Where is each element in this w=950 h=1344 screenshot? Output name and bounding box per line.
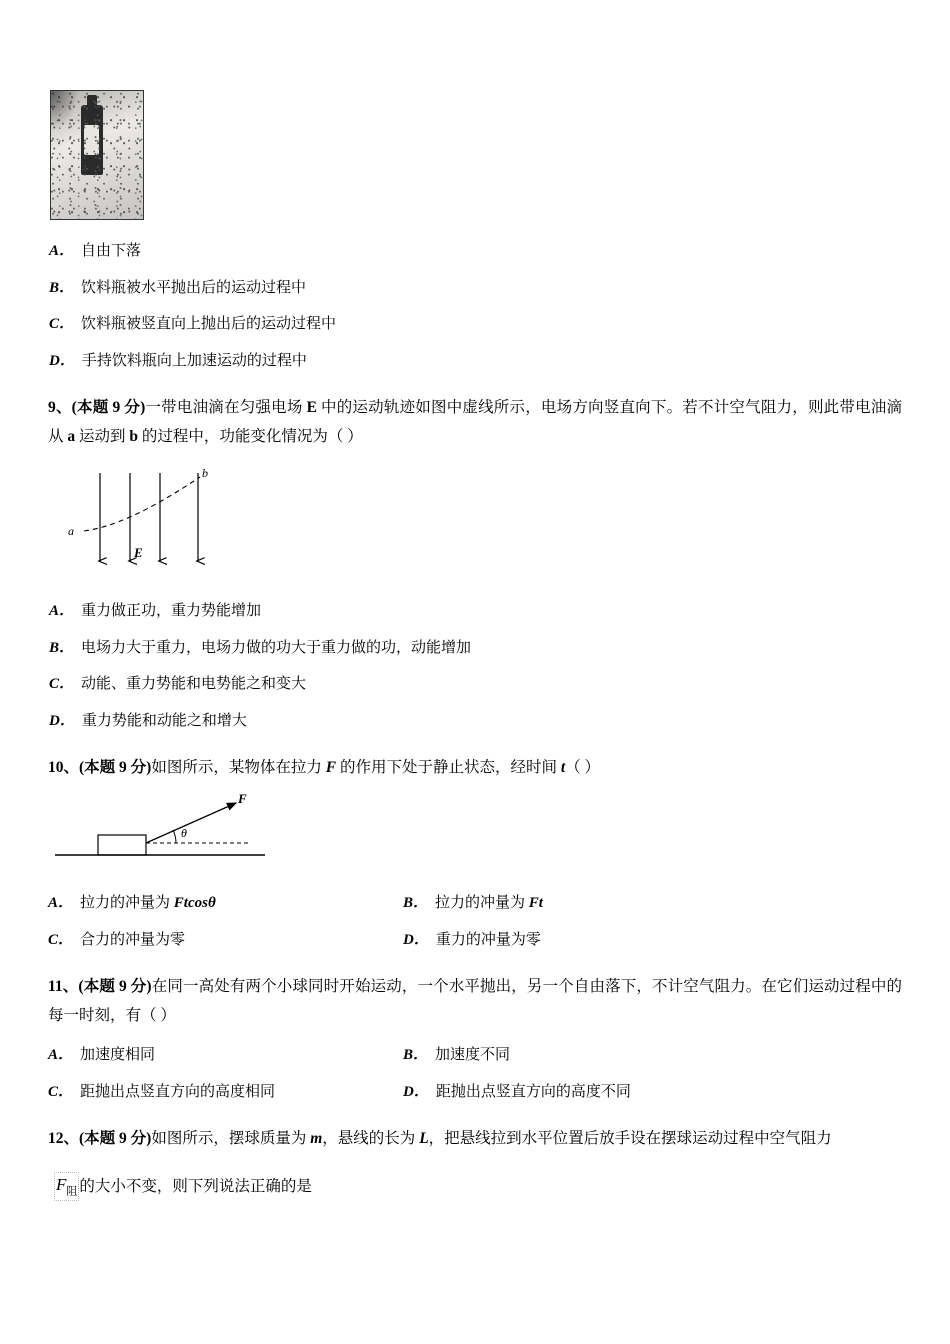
stem-text: ，把悬线拉到水平位置后放手设在摆球运动过程中空气阻力 xyxy=(428,1130,832,1148)
question-number: 11、 xyxy=(48,978,79,996)
question-9-stem xyxy=(48,394,902,451)
option-row xyxy=(48,277,902,300)
option-cell xyxy=(48,929,403,952)
option-label: B． xyxy=(403,1047,429,1064)
question-score: (本题 9 分) xyxy=(78,978,152,996)
bottle-photo-figure xyxy=(50,90,144,220)
label-E: E xyxy=(134,545,143,561)
option-row xyxy=(48,710,902,733)
label-theta: θ xyxy=(181,826,187,841)
symbol-L: L xyxy=(419,1130,429,1148)
option-label: A． xyxy=(48,895,74,912)
option-row xyxy=(48,673,902,696)
stem-text: 如图所示，某物体在拉力 xyxy=(151,759,326,777)
symbol-t: t xyxy=(560,759,566,777)
option-cell xyxy=(403,1044,510,1067)
stem-text: 的作用下处于静止状态，经时间 xyxy=(336,759,561,777)
option-row-pair xyxy=(48,1081,902,1104)
option-row xyxy=(48,600,902,623)
question-score: (本题 9 分) xyxy=(79,759,152,777)
stem-text: ，悬线的长为 xyxy=(322,1130,420,1148)
question-12-formula-line xyxy=(48,1156,902,1201)
option-label: C． xyxy=(49,676,75,693)
stem-text: 在同一高处有两个小球同时开始运动，一个水平抛出，另一个自由落下，不计空气阻力。在它们运动过程中的每一时刻，有（ ） xyxy=(48,978,902,1024)
option-text: 重力的冲量为零 xyxy=(435,931,541,948)
field-lines-svg xyxy=(50,465,250,573)
option-label: D． xyxy=(49,352,75,369)
stem-text: 一带电油滴在匀强电场 xyxy=(145,399,307,416)
option-text: 加速度不同 xyxy=(435,1047,511,1064)
option-text: 合力的冲量为零 xyxy=(80,931,186,948)
photo-dark-corner xyxy=(51,91,79,131)
option-row-pair xyxy=(48,892,902,915)
question-12-stem xyxy=(48,1125,902,1154)
symbol-a: a xyxy=(67,427,76,445)
block-force-figure xyxy=(50,793,902,876)
option-cell xyxy=(48,1044,403,1067)
option-row-pair xyxy=(48,929,902,952)
option-label: A． xyxy=(49,243,75,259)
symbol-E: E xyxy=(306,399,317,416)
question-11-stem xyxy=(48,973,902,1030)
option-cell xyxy=(48,1081,403,1104)
option-label: B． xyxy=(49,279,75,296)
option-label: C． xyxy=(48,931,74,948)
formula-F: F xyxy=(56,1175,67,1195)
stem-text: 如图所示，摆球质量为 xyxy=(151,1130,311,1148)
question-score: (本题 9 分) xyxy=(71,399,146,416)
option-cell xyxy=(48,892,403,915)
question-number: 12、 xyxy=(48,1130,80,1148)
option-label: C． xyxy=(48,1083,74,1100)
stem-text: 运动到 xyxy=(75,427,130,445)
option-text: 重力势能和动能之和增大 xyxy=(81,712,247,729)
option-label: C． xyxy=(49,316,75,332)
force-resistance-formula xyxy=(54,1172,79,1201)
option-row xyxy=(48,313,902,336)
question-10-stem xyxy=(48,754,902,783)
option-row xyxy=(48,240,902,263)
electric-field-figure xyxy=(50,465,902,578)
option-text: 加速度相同 xyxy=(80,1047,156,1064)
option-label: D． xyxy=(403,1083,429,1100)
option-text: 距抛出点竖直方向的高度相同 xyxy=(80,1083,276,1100)
option-label: B． xyxy=(49,639,75,656)
option-row-pair xyxy=(48,1044,902,1067)
option-row xyxy=(48,350,902,373)
formula-subscript: 阻 xyxy=(66,1185,78,1198)
question-number: 10、 xyxy=(48,759,80,777)
stem-text: 中的运动轨迹如图中虚线所示，电场方向竖直向下。若不计空气阻力，则此带电油滴从 xyxy=(48,399,902,445)
option-label: A． xyxy=(48,1047,74,1064)
question-number: 9、 xyxy=(48,399,72,416)
question-score: (本题 9 分) xyxy=(79,1130,152,1148)
option-text: 重力做正功，重力势能增加 xyxy=(81,603,262,620)
option-formula: Ft xyxy=(528,895,543,912)
option-text: 饮料瓶被水平抛出后的运动过程中 xyxy=(81,279,307,296)
option-label: A． xyxy=(49,603,75,620)
option-label: D． xyxy=(403,931,429,948)
option-text: 电场力大于重力，电场力做的功大于重力做的功，动能增加 xyxy=(81,639,472,656)
option-formula: Ftcosθ xyxy=(173,895,216,912)
option-text: 动能、重力势能和电势能之和变大 xyxy=(81,676,307,693)
block-force-svg xyxy=(50,793,300,871)
label-b: b xyxy=(202,466,208,481)
option-label: B． xyxy=(403,895,429,912)
option-cell xyxy=(403,1081,631,1104)
option-label: D． xyxy=(49,712,75,729)
label-F: F xyxy=(238,793,247,807)
option-text: 距抛出点竖直方向的高度不同 xyxy=(435,1083,631,1100)
symbol-m: m xyxy=(310,1130,323,1148)
option-text: 拉力的冲量为 xyxy=(80,895,174,912)
label-a: a xyxy=(68,524,74,539)
stem-text: 的过程中，功能变化情况为（ ） xyxy=(138,427,363,445)
symbol-b: b xyxy=(129,427,139,445)
option-text: 手持饮料瓶向上加速运动的过程中 xyxy=(81,352,307,369)
option-text: 拉力的冲量为 xyxy=(435,895,529,912)
stem-text: （ ） xyxy=(565,759,601,777)
option-row xyxy=(48,637,902,660)
option-text: 饮料瓶被竖直向上抛出后的运动过程中 xyxy=(81,316,337,332)
option-cell xyxy=(403,929,541,952)
option-text: 自由下落 xyxy=(81,243,142,259)
option-cell xyxy=(403,892,543,915)
question-12-tail: 的大小不变，则下列说法正确的是 xyxy=(79,1177,312,1195)
symbol-F: F xyxy=(325,759,337,777)
